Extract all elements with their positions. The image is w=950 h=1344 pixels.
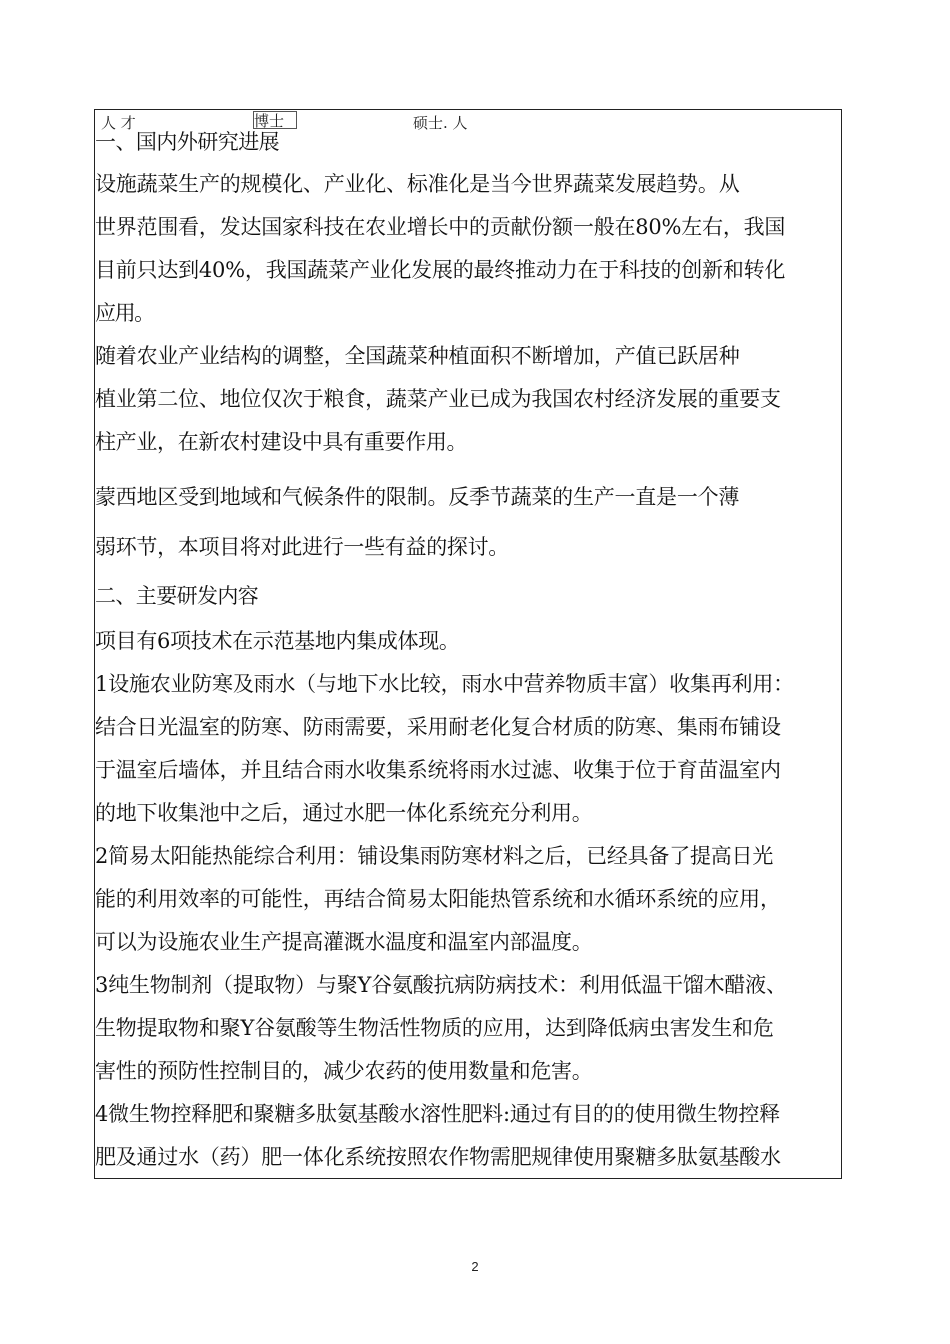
- paragraph-line: 能的利用效率的可能性，再结合简易太阳能热管系统和水循环系统的应用，: [95, 887, 781, 911]
- paragraph-line: 害性的预防性控制目的，减少农药的使用数量和危害。: [95, 1059, 593, 1083]
- paragraph-line: 结合日光温室的防寒、防雨需要，采用耐老化复合材质的防寒、集雨布铺设: [95, 715, 781, 739]
- paragraph-line: 生物提取物和聚Y谷氨酸等生物活性物质的应用，达到降低病虫害发生和危: [95, 1016, 774, 1040]
- paragraph-line: 目前只达到40%，我国蔬菜产业化发展的最终推动力在于科技的创新和转化: [95, 258, 786, 282]
- paragraph-line: 应用。: [95, 301, 154, 325]
- header-artifact-2: 博士: [253, 111, 297, 129]
- paragraph-line: 于温室后墙体，并且结合雨水收集系统将雨水过滤、收集于位于育苗温室内: [95, 758, 781, 782]
- paragraph-line: 植业第二位、地位仅次于粮食，蔬菜产业已成为我国农村经济发展的重要支: [95, 387, 781, 411]
- paragraph-line: 的地下收集池中之后，通过水肥一体化系统充分利用。: [95, 801, 593, 825]
- paragraph-line: 3纯生物制剂（提取物）与聚Y谷氨酸抗病防病技术：利用低温干馏木醋液、: [95, 973, 787, 997]
- paragraph-line: 设施蔬菜生产的规模化、产业化、标准化是当今世界蔬菜发展趋势。从: [95, 172, 740, 196]
- paragraph-line: 弱环节，本项目将对此进行一些有益的探讨。: [95, 535, 509, 559]
- header-artifact-1: 人 才: [101, 114, 136, 132]
- paragraph-line: 世界范围看，发达国家科技在农业增长中的贡献份额一般在80%左右，我国: [95, 215, 786, 239]
- paragraph-line: 柱产业，在新农村建设中具有重要作用。: [95, 430, 468, 454]
- paragraph-line: 项目有6项技术在示范基地内集成体现。: [95, 629, 460, 653]
- paragraph-line: 肥及通过水（药）肥一体化系统按照农作物需肥规律使用聚糖多肽氨基酸水: [95, 1145, 781, 1169]
- content-frame: [94, 109, 842, 1179]
- paragraph-line: 可以为设施农业生产提高灌溉水温度和温室内部温度。: [95, 930, 593, 954]
- paragraph-line: 随着农业产业结构的调整，全国蔬菜种植面积不断增加，产值已跃居种: [95, 344, 740, 368]
- header-artifact-3: 硕士. 人: [413, 114, 468, 132]
- paragraph-line: 1设施农业防寒及雨水（与地下水比较，雨水中营养物质丰富）收集再利用：: [95, 672, 794, 696]
- paragraph-line: 蒙西地区受到地域和气候条件的限制。反季节蔬菜的生产一直是一个薄: [95, 485, 740, 509]
- section-heading-2: 二、主要研发内容: [95, 584, 259, 608]
- page-number: 2: [471, 1259, 479, 1274]
- paragraph-line: 2简易太阳能热能综合利用：铺设集雨防寒材料之后，已经具备了提高日光: [95, 844, 774, 868]
- section-heading-1: 一、国内外研究进展: [95, 130, 280, 154]
- paragraph-line: 4微生物控释肥和聚糖多肽氨基酸水溶性肥料:通过有目的的使用微生物控释: [95, 1102, 780, 1126]
